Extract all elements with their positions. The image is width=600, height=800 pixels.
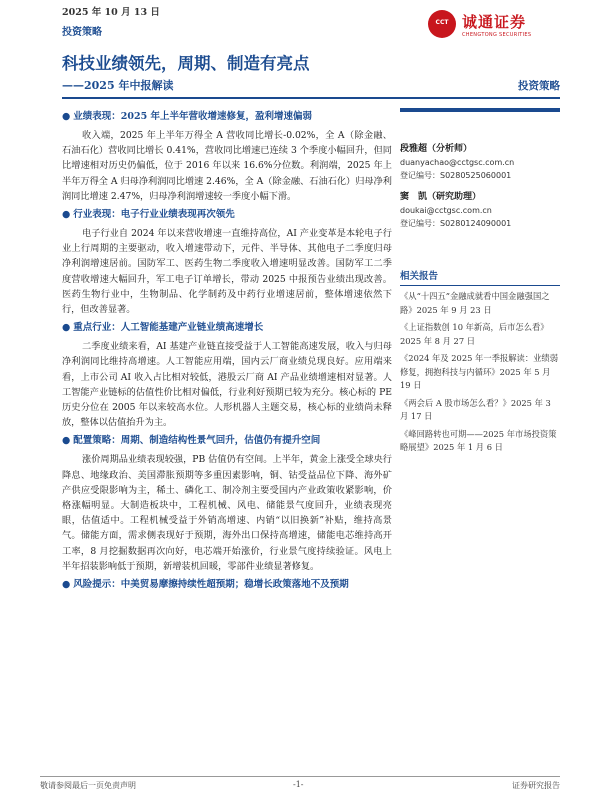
section-heading: ● 配置策略：周期、制造结构性景气回升，估值仍有提升空间: [62, 435, 321, 447]
section-heading: ● 风险提示：中美贸易摩擦持续性超预期；稳增长政策落地不及预期: [62, 579, 349, 591]
bullet-icon: ●: [62, 435, 71, 447]
logo-name: 诚通证券: [462, 12, 527, 31]
related-report-item[interactable]: 《两会后 A 股市场怎么看？》2025 年 3 月 17 日: [400, 397, 551, 421]
footer-disclaimer: 敬请参阅最后一页免责声明: [40, 781, 136, 790]
report-subtitle: ——2025 年中报解读: [62, 79, 174, 92]
section-heading: ● 业绩表现：2025 年上半年营收增速修复，盈利增速偏弱: [62, 111, 313, 122]
main-content: [62, 108, 392, 596]
bullet-icon: ●: [62, 322, 71, 334]
company-logo: [428, 6, 546, 42]
report-category: 投资策略: [518, 80, 560, 92]
logo-mark-icon: CCT: [428, 10, 456, 38]
analyst-registration: 登记编号：S0280124090001: [400, 219, 512, 228]
report-title: 科技业绩领先，周期、制造有亮点: [62, 54, 310, 73]
related-report-item[interactable]: 《峰回路转也可期——2025 年市场投资策略展望》2025 年 1 月 6 日: [400, 428, 557, 452]
bullet-icon: ●: [62, 111, 71, 122]
page-number: -1-: [293, 780, 304, 789]
report-type: 投资策略: [62, 27, 102, 38]
title-divider: [62, 97, 560, 99]
footer-divider: [40, 776, 560, 777]
related-report-item[interactable]: 《上证指数创 10 年新高，后市怎么看》2025 年 8 月 27 日: [400, 322, 549, 346]
related-report-item[interactable]: 《2024 年及 2025 年一季报解读：业绩弱修复，拥抱科技与内循环》2025 年 5 月 19 日: [400, 353, 559, 390]
analyst-registration: 登记编号：S0280525060001: [400, 171, 512, 180]
related-reports-heading: 相关报告: [400, 268, 560, 286]
sidebar-top-bar: [400, 108, 560, 112]
section-heading: ● 重点行业：人工智能基建产业链业绩高速增长: [62, 322, 264, 334]
related-report-item[interactable]: 《从“十四五”金融成就看中国金融强国之路》2025 年 9 月 23 日: [400, 291, 550, 315]
bullet-icon: ●: [62, 579, 71, 591]
section-heading: ● 行业表现：电子行业业绩表现再次领先: [62, 209, 235, 221]
sidebar: [400, 108, 560, 455]
report-date: 2025 年 10 月 13 日: [62, 7, 160, 18]
analyst-email[interactable]: doukai@cctgsc.com.cn: [400, 206, 492, 215]
section-paragraph: 电子行业自 2024 年以来营收增速一直维持高位，AI 产业变革是本轮电子行业上行周期的主要驱动，收入增速带动下，元件、半导体、其他电子二季度归母净利润增速居前。国防军工、医药生物二季度收入增速明显改善。国防军工二季度营收增速大幅回升，军工电子订单增长，带动 2025 中报预告业绩出现改善。医药生物行业中，生物制品、化学制药及中药行业增速居前，整体增速依然下行，但改善显著。: [62, 228, 392, 316]
analyst-email[interactable]: duanyachao@cctgsc.com.cn: [400, 158, 515, 167]
footer-report-label: 证券研究报告: [512, 781, 560, 790]
analyst-name: 段雅超（分析师）: [400, 144, 473, 154]
section-paragraph: 二季度业绩来看，AI 基建产业链直接受益于人工智能高速发展，收入与归母净利润同比维持高增速。人工智能应用端，国内云厂商业绩兑现良好。应用端来看，上市公司 AI 收入占比相对较低，港股云厂商 AI 产品业绩增速相对显著。人工智能产业链标的估值性价比相对偏低，行业利好预期已较为充分。核心标的 PE 历史分位在 2005 年以来较高水位。人形机器人主题交易，核心标的业绩尚未释放，整体以估值抬升为主。: [62, 341, 392, 429]
bullet-icon: ●: [62, 209, 71, 221]
section-paragraph: 收入端，2025 年上半年万得全 A 营收同比增长-0.02%，全 A（除金融、石油石化）营收同比增长 0.41%，营收同比增速已连续 3 个季度小幅回升，但同比增速相对历史仍偏低，位于 2016 年以来 16.6%分位数。利润端，2025 年上半年万得全 A 归母净利润同比增速 2.46%，全 A（除金融、石油石化）归母净利润同比增速 2.47%，归母净利润增速较一季度小幅下滑。: [62, 130, 392, 202]
analyst-name: 窦 凯（研究助理）: [400, 192, 482, 202]
section-paragraph: 涨价周期品业绩表现较强，PB 估值仍有空间。上半年，黄金上涨受全球央行降息、地缘政治、美国滞胀预期等多重因素影响，铜、钴受益品位下降、海外矿产供应受限影响为主，稀土、磷化工、制冷剂主要受国内产业政策收紧影响，价格涨幅明显。大制造板块中，工程机械、风电、储能景气度回升，业绩表现亮眼，估值适中。工程机械受益于外销高增速、内销“以旧换新”补贴，维持高景气。储能方面，需求侧表现好于预期，海外出口保持高增速，储能电芯维持高开工率，8 月挖掘数据再次向好，电芯端开始涨价，行业景气度持续验证。风电上半年招装影响低于预期，新增装机回暖，零部件业绩显著修复。: [62, 454, 392, 572]
logo-en: CHENGTONG SECURITIES: [462, 31, 532, 38]
